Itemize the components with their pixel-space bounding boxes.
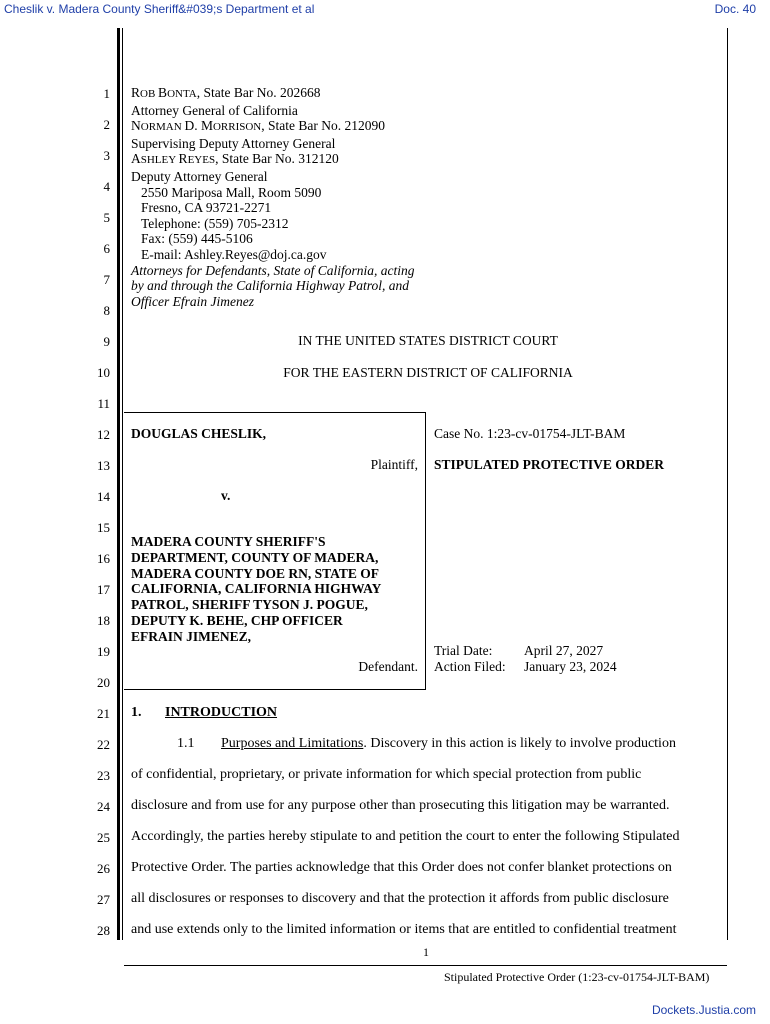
line-number: 18 (97, 613, 110, 628)
defendant-line: EFRAIN JIMENEZ, (131, 628, 252, 644)
text: EYES (187, 154, 216, 167)
body-line: disclosure and from use for any purpose other than prosecuting this litigation may be warranted. (131, 798, 670, 813)
body-line: of confidential, proprietary, or private information for which special protection from public (131, 767, 642, 782)
line-number: 27 (97, 892, 110, 907)
fax: Fax: (559) 445-5106 (141, 231, 253, 247)
paragraph-number: 1.1 (177, 736, 195, 751)
text: . Discovery in this action is likely to involve production (363, 736, 676, 751)
defendant-line: CALIFORNIA, CALIFORNIA HIGHWAY (131, 581, 382, 597)
line-number: 25 (97, 830, 110, 845)
footer-rule (124, 965, 727, 966)
margin-rule-double-left (117, 28, 120, 940)
line-number: 17 (97, 582, 110, 597)
line-number: 1 (103, 86, 110, 101)
text: OB (140, 88, 159, 100)
line-number: 22 (97, 737, 110, 752)
line-number: 14 (97, 489, 110, 504)
address-line-2: Fresno, CA 93721-2271 (141, 200, 272, 216)
doc-number-link[interactable]: Doc. 40 (714, 2, 756, 16)
case-title-link[interactable]: Cheslik v. Madera County Sheriff&#039;s Department et al (4, 2, 315, 16)
justia-watermark-link[interactable]: Dockets.Justia.com (651, 1003, 756, 1017)
margin-rule-right (727, 28, 728, 940)
text: ONTA (167, 88, 197, 100)
line-number: 7 (103, 272, 110, 287)
attorney-3 (131, 151, 414, 169)
text: D. M (184, 118, 213, 134)
text: N (131, 118, 141, 134)
court-heading-line-1: IN THE UNITED STATES DISTRICT COURT (298, 333, 558, 348)
line-number: 16 (97, 551, 110, 566)
caption-bottom-rule (124, 689, 426, 690)
line-number: 20 (97, 675, 110, 690)
defendant-line: MADERA COUNTY SHERIFF'S (131, 534, 326, 549)
attorney-1 (131, 85, 414, 103)
text: ORMAN (140, 121, 185, 134)
line-number: 5 (103, 210, 110, 225)
line-number: 21 (97, 706, 110, 721)
versus: v. (221, 488, 231, 503)
defendant-role: Defendant. (358, 659, 418, 674)
defendant-line: MADERA COUNTY DOE RN, STATE OF (131, 565, 380, 581)
section-title: INTRODUCTION (165, 705, 278, 720)
attorney-block (131, 85, 414, 309)
plaintiff-name: DOUGLAS CHESLIK, (131, 426, 267, 441)
line-number: 13 (97, 458, 110, 473)
margin-rule-double-right (122, 28, 123, 940)
footer-text: Stipulated Protective Order (1:23-cv-01754-JLT-BAM) (444, 970, 710, 984)
line-number: 6 (103, 241, 110, 256)
defendant-line: DEPUTY K. BEHE, CHP OFFICER (131, 612, 343, 628)
defendant-line: DEPARTMENT, COUNTY OF MADERA, (131, 549, 379, 565)
section-number: 1. (131, 705, 142, 720)
body-line: and use extends only to the limited information or items that are entitled to confidential treatment (131, 922, 677, 937)
telephone: Telephone: (559) 705-2312 (141, 215, 289, 231)
action-filed-label: Action Filed: (434, 659, 506, 674)
body-line: all disclosures or responses to discovery and that the protection it affords from public disclosure (131, 891, 669, 906)
court-heading-line-2: FOR THE EASTERN DISTRICT OF CALIFORNIA (283, 365, 573, 380)
line-number: 3 (103, 148, 110, 163)
line-number: 24 (97, 799, 110, 814)
line-number: 2 (103, 117, 110, 132)
line-number: 8 (103, 303, 110, 318)
text: R (131, 85, 141, 100)
case-number: Case No. 1:23-cv-01754-JLT-BAM (434, 426, 626, 441)
body-line: Accordingly, the parties hereby stipulate to and petition the court to enter the following Stipulated (131, 829, 680, 844)
line-number: 12 (97, 427, 110, 442)
line-number: 23 (97, 768, 110, 783)
line-number: 10 (97, 365, 110, 380)
address-line-1: 2550 Mariposa Mall, Room 5090 (141, 184, 322, 200)
attorney-2-title: Supervising Deputy Attorney General (131, 135, 336, 151)
defendant-line: PATROL, SHERIFF TYSON J. POGUE, (131, 597, 368, 613)
text: , State Bar No. 212090 (261, 118, 386, 134)
paragraph-heading: Purposes and Limitations (221, 736, 364, 751)
trial-date: April 27, 2027 (524, 643, 604, 658)
defendant-list (131, 534, 381, 645)
text: ORRISON (212, 121, 262, 134)
attorney-3-title: Deputy Attorney General (131, 168, 268, 184)
text: , State Bar No. 202668 (196, 85, 321, 100)
attorneys-for-line-1: Attorneys for Defendants, State of California, acting (131, 262, 415, 278)
line-number: 26 (97, 861, 110, 876)
line-number: 9 (103, 334, 110, 349)
line-number: 19 (97, 644, 110, 659)
action-filed-date: January 23, 2024 (524, 659, 617, 674)
line-number: 11 (97, 396, 110, 411)
paragraph-first-line (221, 736, 676, 752)
plaintiff-role: Plaintiff, (370, 457, 418, 472)
line-number: 28 (97, 923, 110, 938)
text: , State Bar No. 312120 (215, 151, 339, 167)
text: B (158, 85, 168, 100)
text: R (178, 151, 188, 167)
attorney-1-title: Attorney General of California (131, 102, 298, 118)
line-number: 4 (103, 179, 110, 194)
document-title: STIPULATED PROTECTIVE ORDER (434, 457, 665, 472)
line-number: 15 (97, 520, 110, 535)
caption-top-rule (124, 412, 426, 413)
attorney-2 (131, 118, 414, 136)
text: SHLEY (140, 154, 179, 167)
text: A (131, 151, 141, 167)
trial-date-label: Trial Date: (434, 643, 493, 658)
attorneys-for-line-3: Officer Efrain Jimenez (131, 293, 254, 309)
page-number: 1 (423, 945, 429, 959)
body-line: Protective Order. The parties acknowledge that this Order does not confer blanket protections on (131, 860, 672, 875)
attorneys-for-line-2: by and through the California Highway Patrol, and (131, 278, 409, 294)
email: E-mail: Ashley.Reyes@doj.ca.gov (141, 246, 327, 262)
caption-divider (425, 412, 426, 690)
